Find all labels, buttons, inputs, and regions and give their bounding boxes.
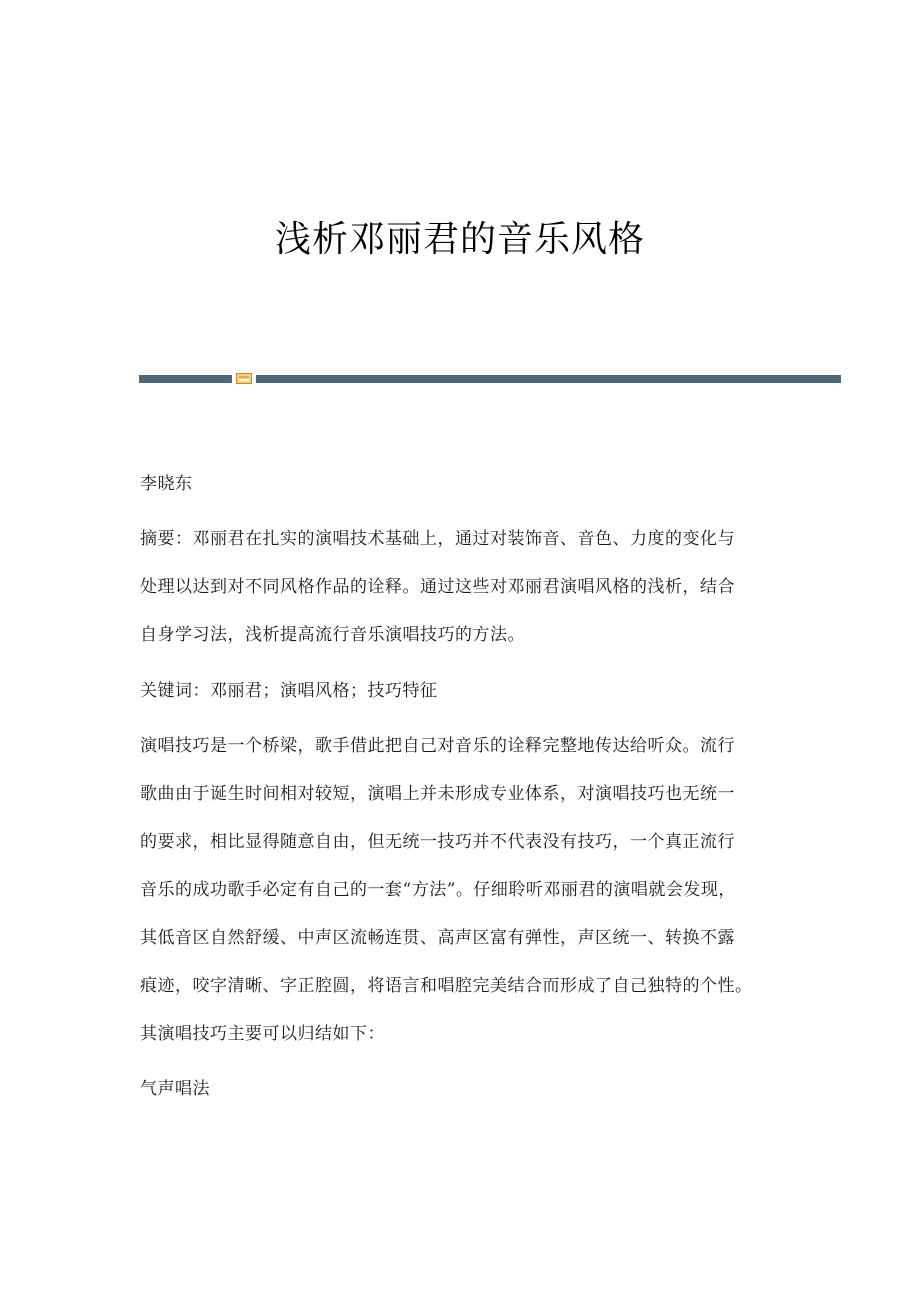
body-line: 痕迹，咬字清晰、字正腔圆，将语言和唱腔完美结合而形成了自己独特的个性。	[140, 976, 753, 996]
abstract-line: 自身学习法，浅析提高流行音乐演唱技巧的方法。	[140, 625, 525, 645]
body-line: 其演唱技巧主要可以归结如下：	[140, 1024, 385, 1044]
body-line: 演唱技巧是一个桥梁，歌手借此把自己对音乐的诠释完整地传达给听众。流行	[140, 736, 735, 756]
abstract-line: 摘要：邓丽君在扎实的演唱技术基础上，通过对装饰音、音色、力度的变化与	[140, 529, 735, 549]
keywords: 关键词：邓丽君；演唱风格；技巧特征	[140, 681, 438, 701]
body-line: 的要求，相比显得随意自由，但无统一技巧并不代表没有技巧，一个真正流行	[140, 832, 735, 852]
body-line: 音乐的成功歌手必定有自己的一套“方法”。仔细聆听邓丽君的演唱就会发现，	[140, 880, 736, 900]
body-line: 歌曲由于诞生时间相对较短，演唱上并未形成专业体系，对演唱技巧也无统一	[140, 784, 735, 804]
title-rule-left	[139, 375, 232, 383]
abstract-line: 处理以达到对不同风格作品的诠释。通过这些对邓丽君演唱风格的浅析，结合	[140, 577, 735, 597]
rule-ornament-icon	[236, 373, 252, 384]
body-line: 其低音区自然舒缓、中声区流畅连贯、高声区富有弹性，声区统一、转换不露	[140, 928, 735, 948]
author-name: 李晓东	[140, 474, 193, 494]
document-title: 浅析邓丽君的音乐风格	[274, 219, 645, 260]
section-heading: 气声唱法	[140, 1079, 210, 1099]
title-rule-right	[256, 375, 841, 383]
